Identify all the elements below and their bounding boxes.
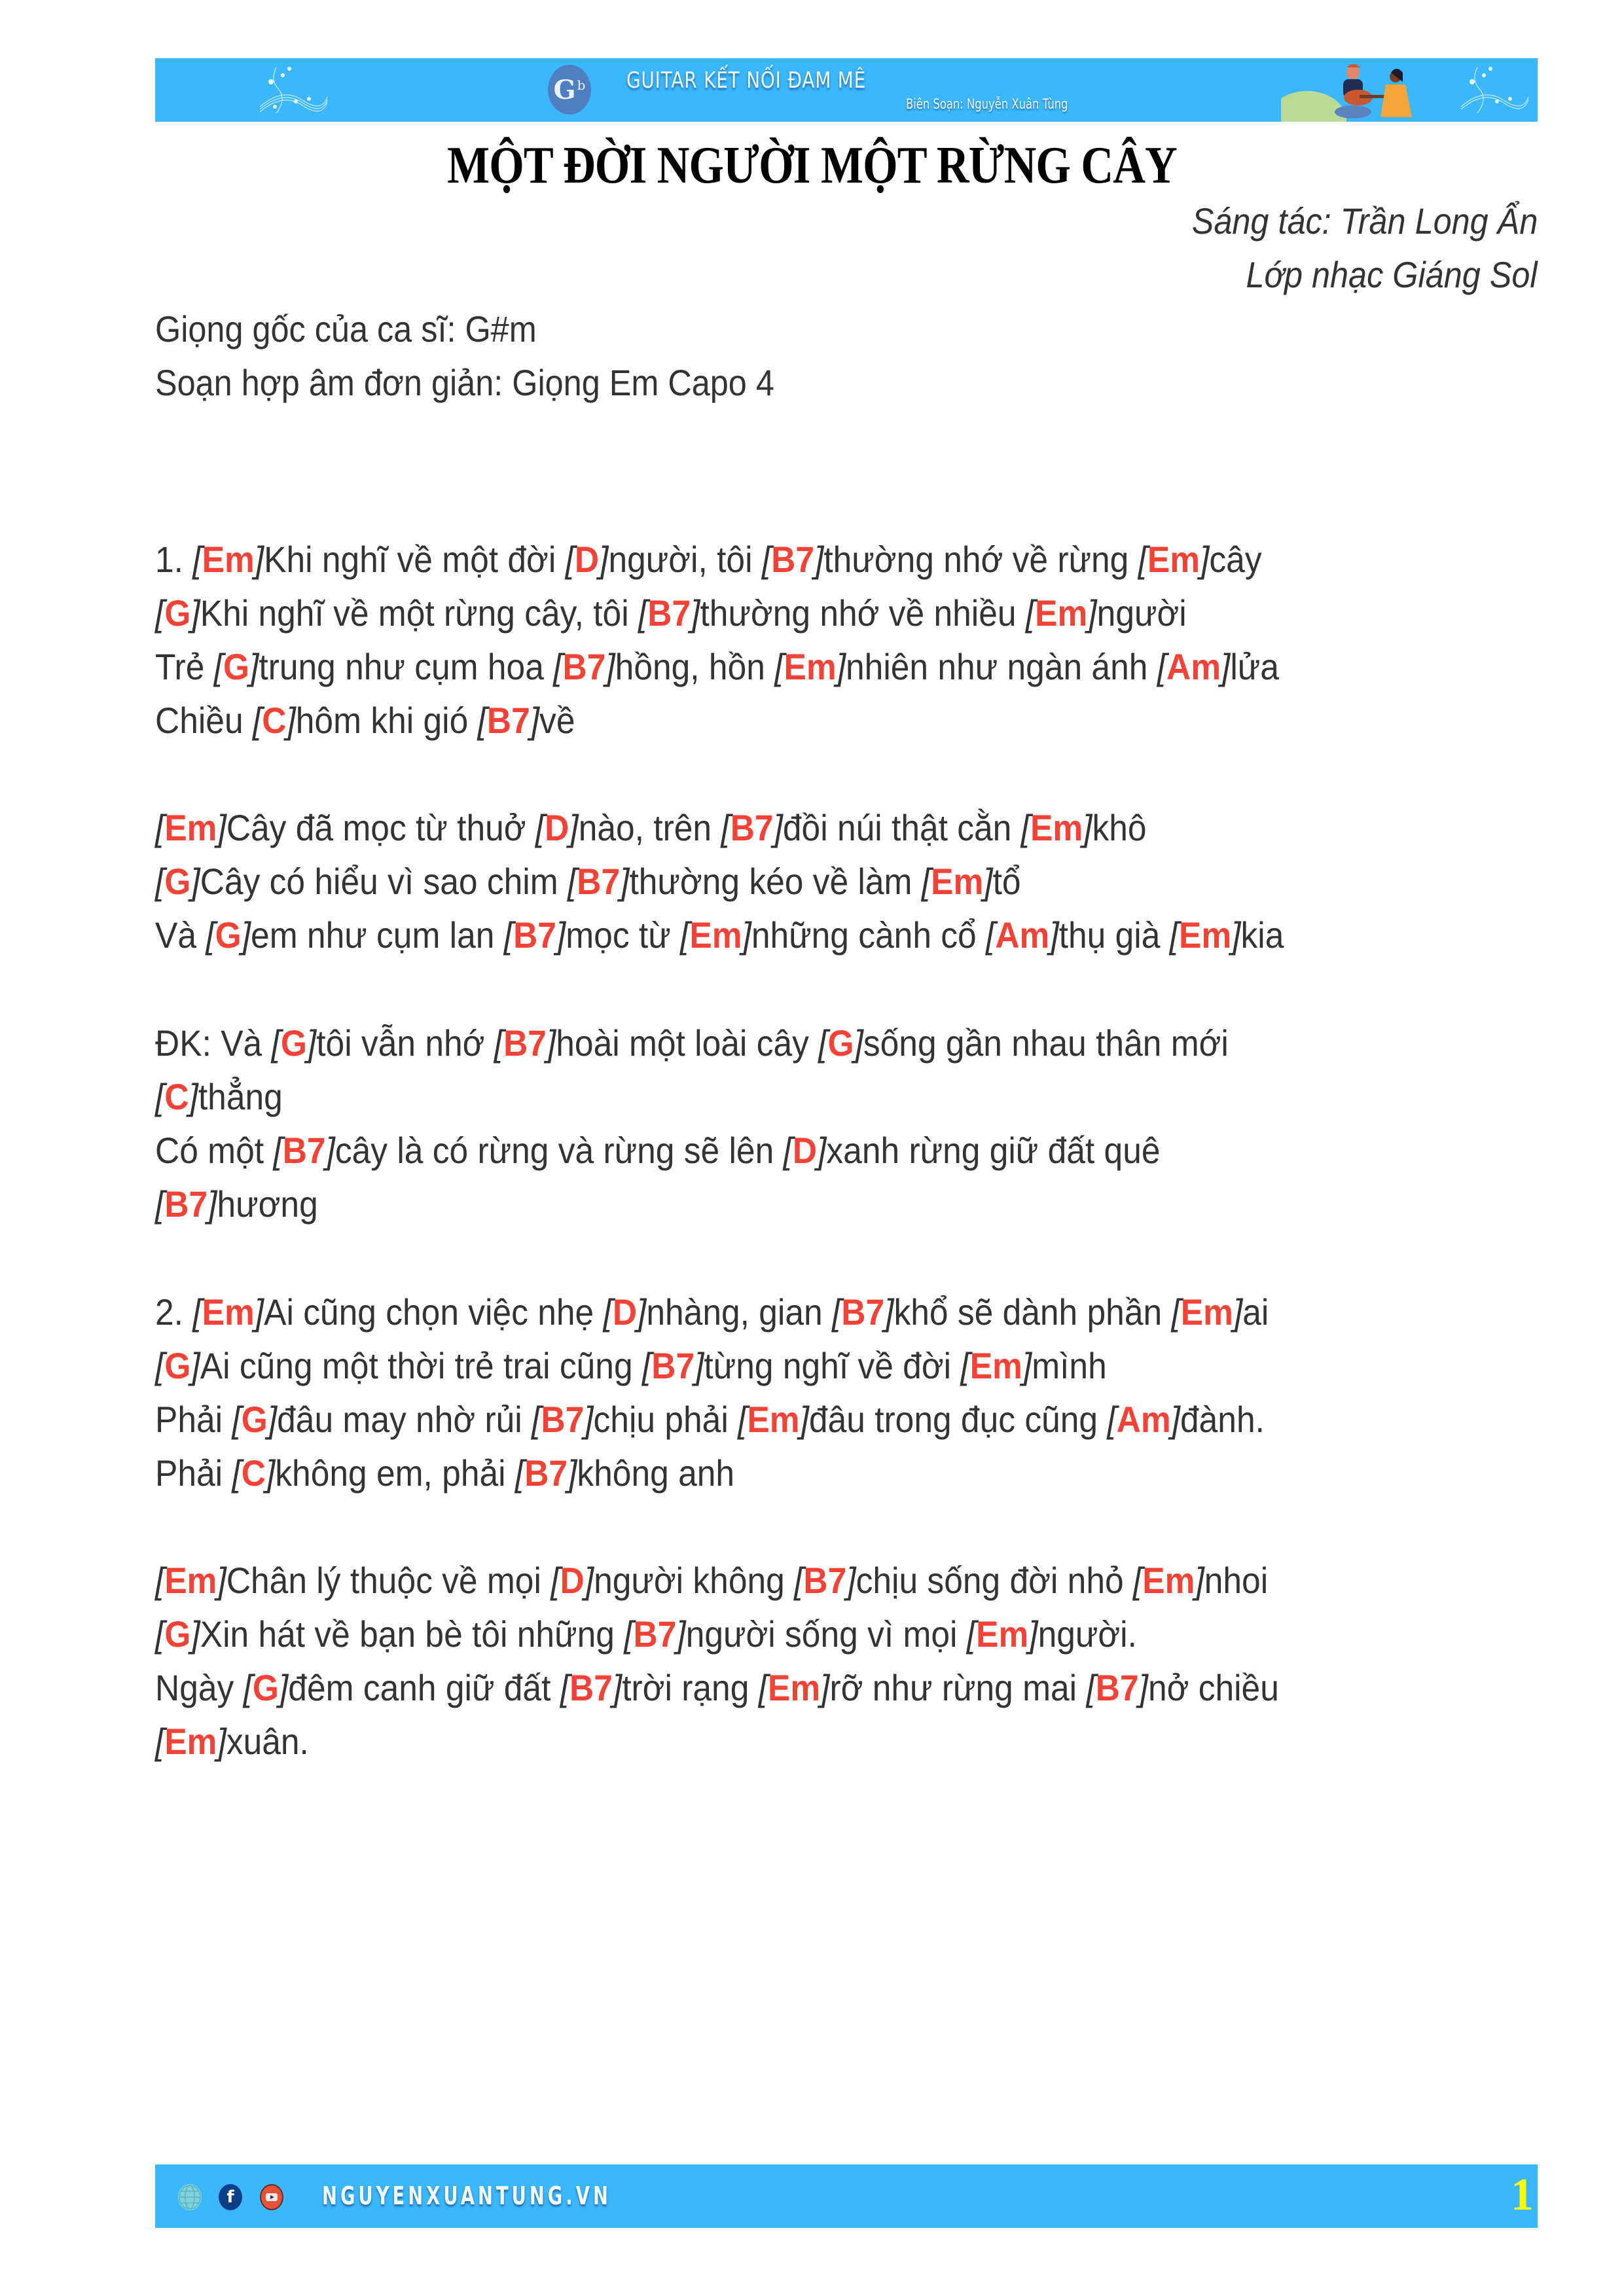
lyric-line — [155, 537, 1262, 583]
header-banner — [155, 58, 1538, 122]
chord-bracket-open: [ — [155, 861, 165, 902]
chord-bracket-close: ] — [676, 1613, 686, 1655]
chord-bracket-open: [ — [565, 539, 575, 580]
chord: B7 — [524, 1452, 568, 1494]
lyric-text: nhoi — [1204, 1560, 1269, 1601]
chord-bracket-close: ] — [189, 1076, 198, 1117]
chord: Em — [969, 1345, 1022, 1386]
chord: D — [792, 1130, 818, 1171]
music-notes-icon — [1458, 61, 1530, 120]
chord-bracket-open: [ — [1138, 539, 1147, 580]
chord-bracket-close: ] — [1083, 807, 1092, 848]
lyric-text: xuân. — [226, 1721, 309, 1762]
lyric-text: Cây đã mọc từ thuở — [226, 807, 535, 848]
lyric-text: thường kéo về làm — [629, 861, 922, 902]
chord-bracket-close: ] — [691, 592, 700, 634]
lyric-text: mọc từ — [566, 914, 681, 956]
chord-bracket-open: [ — [567, 861, 577, 902]
chord-bracket-close: ] — [884, 1291, 894, 1333]
chord: G — [252, 1667, 279, 1708]
chord-bracket-close: ] — [742, 914, 751, 956]
chord: D — [560, 1560, 585, 1601]
lyric-text: nào, trên — [578, 807, 721, 848]
lyric-text: Khi nghĩ về một rừng cây, tôi — [200, 592, 638, 634]
chord-bracket-close: ] — [1087, 592, 1097, 634]
chord: C — [262, 700, 287, 741]
lyric-text: Ai cũng chọn việc nhẹ — [264, 1291, 604, 1333]
lyric-text: rỡ như rừng mai — [829, 1667, 1087, 1708]
lyric-line — [155, 859, 1021, 905]
lyric-text: khổ sẽ dành phần — [893, 1291, 1172, 1333]
chord: B7 — [633, 1613, 677, 1655]
youtube-icon[interactable] — [260, 2184, 283, 2210]
lyric-line — [155, 1450, 734, 1496]
chord-bracket-open: [ — [273, 1130, 283, 1171]
chord-bracket-close: ] — [1200, 539, 1210, 580]
chord: Am — [1116, 1399, 1171, 1440]
chord-bracket-open: [ — [192, 1291, 202, 1333]
chord: G — [164, 861, 191, 902]
chord-bracket-open: [ — [503, 914, 514, 956]
lyric-text: xanh rừng giữ đất quê — [826, 1130, 1161, 1171]
lyric-text: hương — [217, 1183, 318, 1225]
lyric-text: chịu phải — [593, 1399, 738, 1440]
lyric-line — [155, 1181, 318, 1227]
chord-bracket-close: ] — [620, 861, 630, 902]
chord: B7 — [164, 1183, 208, 1225]
chord-bracket-open: [ — [774, 646, 784, 687]
footer-bar — [155, 2164, 1538, 2228]
lyric-text: cây là có rừng và rừng sẽ lên — [334, 1130, 784, 1171]
chord-bracket-close: ] — [286, 700, 296, 741]
chord-bracket-open: [ — [560, 1667, 570, 1708]
chord: Em — [747, 1399, 800, 1440]
chord-bracket-open: [ — [271, 1022, 281, 1064]
chord-bracket-open: [ — [494, 1022, 504, 1064]
chord-bracket-open: [ — [192, 539, 202, 580]
chord: B7 — [486, 700, 530, 741]
chord-bracket-close: ] — [241, 914, 251, 956]
lyric-text: Phải — [155, 1452, 232, 1494]
chord-bracket-close: ] — [217, 807, 226, 848]
chord-bracket-close: ] — [695, 1345, 704, 1386]
chord-bracket-open: [ — [794, 1560, 804, 1601]
page-number: 1 — [1511, 2170, 1534, 2220]
chord: Em — [202, 539, 255, 580]
chord: B7 — [562, 646, 606, 687]
lyric-text: đêm canh giữ đất — [288, 1667, 560, 1708]
chord-bracket-open: [ — [155, 807, 165, 848]
chord: G — [223, 646, 250, 687]
lyric-text: thụ già — [1058, 914, 1170, 956]
lyric-text: đâu trong đục cũng — [808, 1399, 1108, 1440]
lyric-line — [155, 912, 1284, 958]
lyric-text: nhàng, gian — [646, 1291, 832, 1333]
chord: G — [164, 592, 191, 634]
chord: B7 — [513, 914, 556, 956]
lyric-line — [155, 590, 1187, 636]
chord: Em — [1030, 807, 1083, 848]
chord: Em — [164, 1560, 217, 1601]
chord-bracket-open: [ — [1169, 914, 1179, 956]
chord-bracket-close: ] — [817, 1130, 827, 1171]
chord-bracket-close: ] — [190, 592, 200, 634]
lyric-text: em như cụm lan — [251, 914, 504, 956]
chord: Em — [1142, 1560, 1195, 1601]
chord-bracket-close: ] — [1170, 1399, 1180, 1440]
chord-bracket-open: [ — [155, 1721, 165, 1762]
chord: D — [545, 807, 569, 848]
globe-icon[interactable] — [178, 2184, 202, 2210]
chord: Em — [1179, 914, 1232, 956]
chord-bracket-close: ] — [820, 1667, 830, 1708]
chord: B7 — [771, 539, 815, 580]
chord: B7 — [577, 861, 621, 902]
chord-bracket-close: ] — [1028, 1613, 1038, 1655]
chord: Am — [1166, 646, 1221, 687]
chord-bracket-close: ] — [1022, 1345, 1032, 1386]
chord: Em — [202, 1291, 255, 1333]
lyric-text: Xin hát về bạn bè tôi những — [200, 1613, 624, 1655]
chord-bracket-close: ] — [267, 1399, 278, 1440]
chord-bracket-close: ] — [208, 1183, 217, 1225]
lyric-text: 2. — [155, 1291, 193, 1333]
lyric-text: ai — [1242, 1291, 1269, 1333]
brand-logo: G b — [548, 65, 591, 115]
chord: B7 — [282, 1130, 326, 1171]
lyric-line — [155, 1074, 283, 1120]
chord-bracket-open: [ — [232, 1452, 242, 1494]
chord-bracket-close: ] — [637, 1291, 647, 1333]
chord-bracket-open: [ — [761, 539, 772, 580]
lyric-text: Trẻ — [155, 646, 214, 687]
lyric-text: thường nhớ về nhiều — [700, 592, 1026, 634]
chord-bracket-open: [ — [243, 1667, 253, 1708]
lyric-text: Có một — [155, 1130, 274, 1171]
chord: B7 — [803, 1560, 847, 1601]
chord: B7 — [651, 1345, 695, 1386]
chord-bracket-close: ] — [1138, 1667, 1148, 1708]
chord-bracket-close: ] — [249, 646, 259, 687]
chord-bracket-open: [ — [252, 700, 262, 741]
chord: Em — [164, 807, 217, 848]
chord: G — [215, 914, 242, 956]
chord-bracket-open: [ — [1020, 807, 1030, 848]
lyric-text: về — [539, 700, 575, 741]
chord-bracket-open: [ — [532, 1399, 541, 1440]
chord-bracket-close: ] — [254, 539, 264, 580]
chord-bracket-close: ] — [254, 1291, 264, 1333]
lyric-line — [155, 1128, 1161, 1174]
chord-bracket-close: ] — [1049, 914, 1059, 956]
chord-bracket-open: [ — [1171, 1291, 1181, 1333]
chord-bracket-open: [ — [1086, 1667, 1096, 1708]
chord-bracket-close: ] — [983, 861, 993, 902]
chord-bracket-open: [ — [155, 1183, 165, 1225]
lyric-line — [155, 1611, 1137, 1657]
chord-bracket-open: [ — [818, 1022, 828, 1064]
lyric-line — [155, 644, 1279, 690]
lyric-line — [155, 1719, 309, 1765]
chord-bracket-close: ] — [217, 1721, 226, 1762]
chord-bracket-open: [ — [783, 1130, 793, 1171]
lyric-line — [155, 805, 1147, 851]
chord-bracket-open: [ — [1157, 646, 1167, 687]
chord: G — [241, 1399, 268, 1440]
chord-bracket-close: ] — [556, 914, 566, 956]
chord-bracket-close: ] — [1233, 1291, 1243, 1333]
chord-bracket-close: ] — [530, 700, 540, 741]
website-link[interactable]: NGUYENXUANTUNG.VN — [322, 2181, 611, 2210]
chord-bracket-close: ] — [217, 1560, 226, 1601]
chord: Em — [1180, 1291, 1233, 1333]
chord: G — [280, 1022, 307, 1064]
chord-bracket-close: ] — [1231, 914, 1241, 956]
chord-bracket-open: [ — [155, 1560, 165, 1601]
lyric-text: Cây có hiểu vì sao chim — [200, 861, 568, 902]
lyric-text: mình — [1032, 1345, 1107, 1386]
lyric-text: những cành cổ — [751, 914, 986, 956]
lyric-text: Chân lý thuộc về mọi — [226, 1560, 551, 1601]
lyric-text: Ai cũng một thời trẻ trai cũng — [200, 1345, 642, 1386]
chord-bracket-close: ] — [605, 646, 615, 687]
chord-bracket-close: ] — [569, 807, 579, 848]
chord: Em — [689, 914, 742, 956]
lyric-text: tổ — [992, 861, 1021, 902]
lyric-text: từng nghĩ về đời — [704, 1345, 961, 1386]
chord-bracket-close: ] — [799, 1399, 809, 1440]
chord-bracket-open: [ — [680, 914, 690, 956]
lyric-text: người — [1096, 592, 1187, 634]
chord-bracket-open: [ — [966, 1613, 977, 1655]
chord-bracket-open: [ — [155, 1345, 165, 1386]
chord-bracket-open: [ — [535, 807, 545, 848]
lyric-text: hồng, hồn — [615, 646, 775, 687]
banner-title: GUITAR KẾT NỐI ĐAM MÊ — [626, 67, 867, 94]
lyric-line — [155, 1558, 1268, 1604]
chord-bracket-close: ] — [1195, 1560, 1204, 1601]
lyric-text: không em, phải — [275, 1452, 515, 1494]
lyric-text: hôm khi gió — [295, 700, 478, 741]
chord-bracket-close: ] — [190, 1345, 200, 1386]
chord: Em — [784, 646, 837, 687]
composer-credit: Sáng tác: Trần Long Ẩn — [1191, 200, 1538, 242]
chord: G — [164, 1345, 191, 1386]
chord-bracket-close: ] — [773, 807, 783, 848]
chord-bracket-open: [ — [641, 1345, 652, 1386]
chord: C — [241, 1452, 266, 1494]
chord: Em — [1035, 592, 1088, 634]
guitar-couple-illustration — [1281, 58, 1464, 122]
lyric-text: sống gần nhau thân mới — [863, 1022, 1229, 1064]
lyric-text: 1. — [155, 539, 193, 580]
chord: D — [574, 539, 600, 580]
lyric-text: Ngày — [155, 1667, 244, 1708]
chord-bracket-close: ] — [814, 539, 824, 580]
chord: Em — [164, 1721, 217, 1762]
lyric-line — [155, 1289, 1269, 1335]
lyric-text: thẳng — [198, 1076, 283, 1117]
chord-bracket-close: ] — [854, 1022, 863, 1064]
chord-bracket-close: ] — [190, 1613, 200, 1655]
chord-bracket-open: [ — [1107, 1399, 1117, 1440]
chord-bracket-open: [ — [721, 807, 731, 848]
chord: Em — [1147, 539, 1200, 580]
chord-bracket-close: ] — [846, 1560, 856, 1601]
chord: B7 — [841, 1291, 885, 1333]
chord: B7 — [503, 1022, 547, 1064]
chord-bracket-open: [ — [921, 861, 931, 902]
chord-bracket-open: [ — [758, 1667, 768, 1708]
chord-bracket-close: ] — [306, 1022, 317, 1064]
chord-bracket-open: [ — [960, 1345, 970, 1386]
chord: C — [164, 1076, 189, 1117]
chord: B7 — [647, 592, 691, 634]
chord-bracket-open: [ — [986, 914, 996, 956]
lyric-text: thường nhớ về rừng — [823, 539, 1138, 580]
lyric-line — [155, 1665, 1279, 1711]
music-notes-icon — [257, 61, 329, 120]
chord-bracket-close: ] — [599, 539, 609, 580]
lyric-text: người không — [594, 1560, 795, 1601]
chord-bracket-close: ] — [325, 1130, 335, 1171]
banner-subtitle: Biên Soạn: Nguyễn Xuân Tùng — [906, 96, 1068, 112]
chord: D — [612, 1291, 638, 1333]
chord-bracket-open: [ — [603, 1291, 613, 1333]
lyric-text: Khi nghĩ về một đời — [264, 539, 566, 580]
lyric-text: Chiều — [155, 700, 253, 741]
lyric-text: người, tôi — [608, 539, 762, 580]
chord: Em — [931, 861, 984, 902]
chord-bracket-close: ] — [568, 1452, 577, 1494]
lyric-text: tôi vẫn nhớ — [316, 1022, 494, 1064]
chord-bracket-close: ] — [265, 1452, 276, 1494]
facebook-icon[interactable]: f — [219, 2184, 242, 2210]
lyric-text: hoài một loài cây — [556, 1022, 819, 1064]
chord-bracket-close: ] — [584, 1399, 594, 1440]
chord-bracket-open: [ — [738, 1399, 748, 1440]
lyric-text: đành. — [1180, 1399, 1265, 1440]
chord-bracket-open: [ — [514, 1452, 525, 1494]
lyric-text: trung như cụm hoa — [259, 646, 554, 687]
lyric-text: khô — [1092, 807, 1147, 848]
lyric-text: kia — [1240, 914, 1284, 956]
lyric-line — [155, 698, 575, 744]
chord-bracket-open: [ — [1132, 1560, 1143, 1601]
chord-bracket-close: ] — [836, 646, 846, 687]
chord-bracket-open: [ — [831, 1291, 842, 1333]
chord-bracket-open: [ — [477, 700, 487, 741]
chord: B7 — [730, 807, 774, 848]
lyric-text: đâu may nhờ rủi — [277, 1399, 532, 1440]
lyric-text: trời rạng — [622, 1667, 759, 1708]
chord: Am — [995, 914, 1050, 956]
chord-bracket-open: [ — [624, 1613, 634, 1655]
original-key: Giọng gốc của ca sĩ: G#m — [155, 308, 537, 350]
chord: G — [164, 1613, 191, 1655]
chord-bracket-open: [ — [155, 1613, 165, 1655]
chord: Em — [767, 1667, 821, 1708]
lyric-line — [155, 1343, 1107, 1389]
lyric-text: nở chiều — [1147, 1667, 1279, 1708]
class-credit: Lớp nhạc Giáng Sol — [1246, 254, 1538, 295]
lyric-text: đồi núi thật cằn — [782, 807, 1021, 848]
lyric-text: lửa — [1230, 646, 1279, 687]
chord-bracket-open: [ — [550, 1560, 560, 1601]
chord-bracket-open: [ — [155, 1076, 165, 1117]
chord-bracket-open: [ — [638, 592, 648, 634]
chord: B7 — [569, 1667, 613, 1708]
lyric-text: ĐK: Và — [155, 1022, 272, 1064]
arrangement-info: Soạn hợp âm đơn giản: Giọng Em Capo 4 — [155, 362, 774, 403]
chord-bracket-close: ] — [546, 1022, 556, 1064]
lyric-text: Phải — [155, 1399, 232, 1440]
chord-bracket-open: [ — [213, 646, 224, 687]
lyric-text: người sống vì mọi — [685, 1613, 967, 1655]
lyric-text: chịu sống đời nhỏ — [856, 1560, 1133, 1601]
lyric-text: nhiên như ngàn ánh — [846, 646, 1157, 687]
lyric-line — [155, 1020, 1229, 1066]
chord-bracket-open: [ — [206, 914, 215, 956]
chord-bracket-close: ] — [278, 1667, 289, 1708]
lyric-text: người. — [1038, 1613, 1137, 1655]
lyric-text: cây — [1209, 539, 1262, 580]
chord: G — [827, 1022, 854, 1064]
chord-bracket-open: [ — [553, 646, 563, 687]
chord: Em — [976, 1613, 1029, 1655]
chord-bracket-close: ] — [612, 1667, 623, 1708]
chord-bracket-open: [ — [1025, 592, 1036, 634]
chord-bracket-close: ] — [1221, 646, 1231, 687]
chord-bracket-open: [ — [155, 592, 165, 634]
lyric-text: Và — [155, 914, 206, 956]
chord-bracket-close: ] — [584, 1560, 594, 1601]
chord: B7 — [1095, 1667, 1139, 1708]
chord: B7 — [541, 1399, 585, 1440]
chord-bracket-close: ] — [190, 861, 200, 902]
chord-bracket-open: [ — [232, 1399, 242, 1440]
song-title: MỘT ĐỜI NGƯỜI MỘT RỪNG CÂY — [447, 137, 1177, 194]
lyric-line — [155, 1397, 1265, 1443]
lyric-text: không anh — [577, 1452, 735, 1494]
